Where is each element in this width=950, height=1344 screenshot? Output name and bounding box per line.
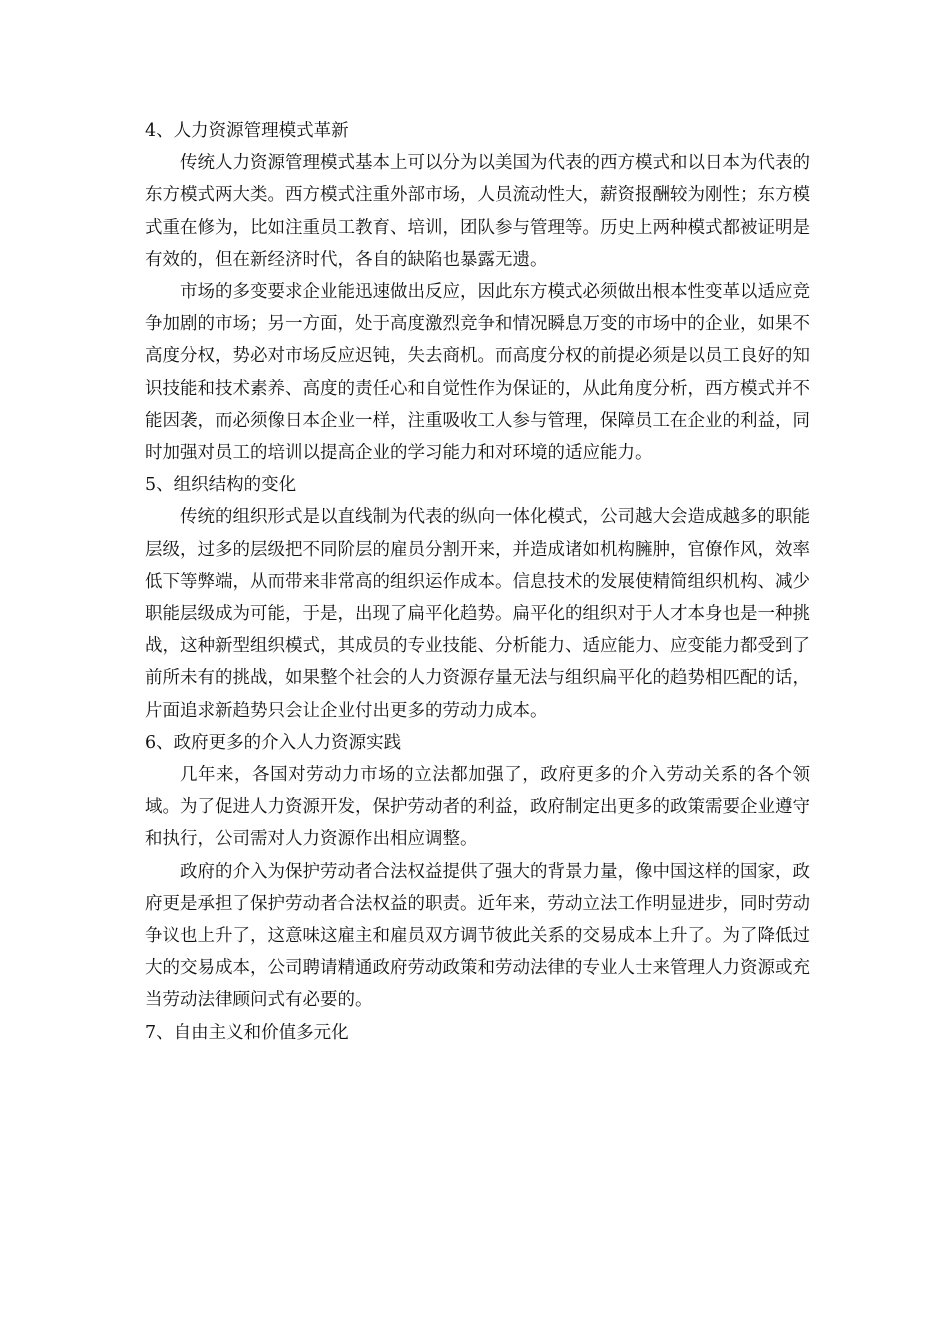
section-heading: 6、政府更多的介入人力资源实践 [145, 732, 402, 753]
body-paragraph: 政府的介入为保护劳动者合法权益提供了强大的背景力量，像中国这样的国家，政府更是承担了保护劳动者合法权益的职责。近年来，劳动立法工作明显进步，同时劳动争议也上升了，这意味这雇主和雇员双方调节彼此关系的交易成本上升了。为了降低过大的交易成本，公司聘请精通政府劳动政策和劳动法律的专业人士来管理人力资源或充当劳动法律顾问式有必要的。 [145, 861, 810, 1011]
section-heading: 7、自由主义和价值多元化 [145, 1022, 349, 1043]
body-paragraph: 几年来，各国对劳动力市场的立法都加强了，政府更多的介入劳动关系的各个领域。为了促进人力资源开发，保护劳动者的利益，政府制定出更多的政策需要企业遵守和执行，公司需对人力资源作出相应调整。 [145, 765, 810, 850]
section-heading: 4、人力资源管理模式革新 [145, 121, 349, 141]
body-paragraph: 市场的多变要求企业能迅速做出反应，因此东方模式必须做出根本性变革以适应竞争加剧的市场；另一方面，处于高度激烈竞争和情况瞬息万变的市场中的企业，如果不高度分权，势必对市场反应迟钝，失去商机。而高度分权的前提必须是以员工良好的知识技能和技术素养、高度的责任心和自觉性作为保证的，从此角度分析，西方模式并不能因袭，而必须像日本企业一样，注重吸收工人参与管理，保障员工在企业的利益，同时加强对员工的培训以提高企业的学习能力和对环境的适应能力。 [145, 282, 810, 464]
section-heading: 5、组织结构的变化 [145, 475, 297, 496]
body-paragraph: 传统的组织形式是以直线制为代表的纵向一体化模式，公司越大会造成越多的职能层级，过多的层级把不同阶层的雇员分割开来，并造成诸如机构臃肿，官僚作风，效率低下等弊端，从而带来非常高的组织运作成本。信息技术的发展使精简组织机构、减少职能层级成为可能，于是，出现了扁平化趋势。扁平化的组织对于人才本身也是一种挑战，这种新型组织模式，其成员的专业技能、分析能力、适应能力、应变能力都受到了前所未有的挑战，如果整个社会的人力资源存量无法与组织扁平化的趋势相匹配的话，片面追求新趋势只会让企业付出更多的劳动力成本。 [145, 507, 810, 721]
body-paragraph: 传统人力资源管理模式基本上可以分为以美国为代表的西方模式和以日本为代表的东方模式两大类。西方模式注重外部市场，人员流动性大，薪资报酬较为刚性；东方模式重在修为，比如注重员工教育、培训，团队参与管理等。历史上两种模式都被证明是有效的，但在新经济时代，各自的缺陷也暴露无遗。 [145, 153, 810, 270]
document-page [145, 115, 810, 1049]
